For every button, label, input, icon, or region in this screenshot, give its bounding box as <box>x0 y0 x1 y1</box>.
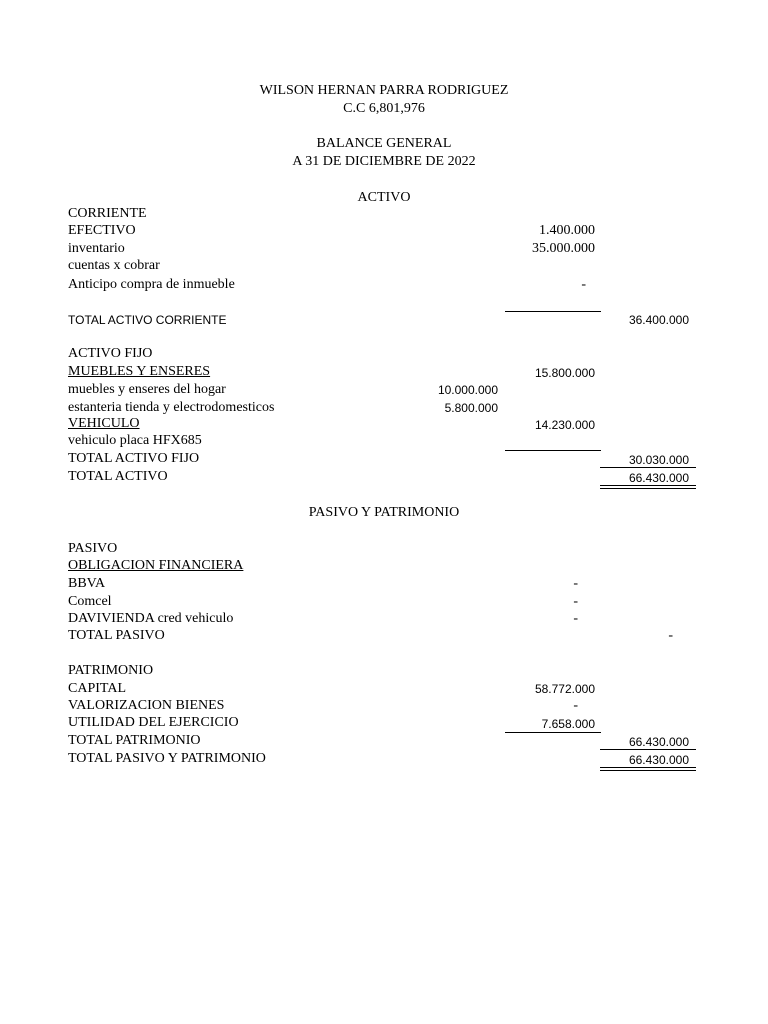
double-rule <box>600 767 696 768</box>
row-value-efectivo: 1.400.000 <box>539 223 595 238</box>
total-activo-fijo-value: 30.030.000 <box>628 453 689 467</box>
row-label-estanteria: estanteria tienda y electrodomesticos <box>68 400 275 415</box>
row-value-capital: 58.772.000 <box>534 682 595 696</box>
row-label-inventario: inventario <box>68 241 125 256</box>
row-value-bbva: - <box>573 576 578 591</box>
corriente-label: CORRIENTE <box>68 206 147 221</box>
vehiculo-value: 14.230.000 <box>534 418 595 432</box>
patrimonio-label: PATRIMONIO <box>68 663 154 678</box>
row-label-vehiculo-placa: vehiculo placa HFX685 <box>68 433 202 448</box>
row-value-inventario: 35.000.000 <box>532 241 595 256</box>
total-pasivo-value: - <box>668 628 673 643</box>
owner-name: WILSON HERNAN PARRA RODRIGUEZ <box>259 83 509 98</box>
row-label-cuentas-x-cobrar: cuentas x cobrar <box>68 258 160 273</box>
row-label-valorizacion: VALORIZACION BIENES <box>68 698 225 713</box>
vehiculo-label: VEHICULO <box>68 416 140 431</box>
row-value-muebles-hogar: 10.000.000 <box>437 383 498 397</box>
owner-id: C.C 6,801,976 <box>343 101 425 116</box>
row-label-davivienda: DAVIVIENDA cred vehiculo <box>68 611 234 626</box>
double-rule <box>600 488 696 489</box>
double-rule <box>600 770 696 771</box>
activo-fijo-label: ACTIVO FIJO <box>68 346 153 361</box>
row-label-bbva: BBVA <box>68 576 106 591</box>
row-value-anticipo: - <box>581 277 586 292</box>
row-label-comcel: Comcel <box>68 594 112 609</box>
row-value-comcel: - <box>573 594 578 609</box>
total-activo-corriente-label: TOTAL ACTIVO CORRIENTE <box>68 313 227 327</box>
subtotal-rule <box>505 311 601 312</box>
row-label-efectivo: EFECTIVO <box>68 223 136 238</box>
pasivo-label: PASIVO <box>68 541 118 556</box>
row-label-capital: CAPITAL <box>68 681 126 696</box>
row-value-valorizacion: - <box>573 698 578 713</box>
obligacion-financiera-label: OBLIGACION FINANCIERA <box>68 558 244 573</box>
statement-date: A 31 DE DICIEMBRE DE 2022 <box>292 154 476 169</box>
total-activo-value: 66.430.000 <box>628 471 689 485</box>
muebles-enseres-value: 15.800.000 <box>534 366 595 380</box>
total-patrimonio-value: 66.430.000 <box>628 735 689 749</box>
pasivo-patrimonio-heading: PASIVO Y PATRIMONIO <box>308 505 460 520</box>
row-label-utilidad: UTILIDAD DEL EJERCICIO <box>68 715 239 730</box>
total-activo-fijo-label: TOTAL ACTIVO FIJO <box>68 451 200 466</box>
muebles-enseres-label: MUEBLES Y ENSERES <box>68 364 211 379</box>
statement-title: BALANCE GENERAL <box>316 136 452 151</box>
row-label-muebles-hogar: muebles y enseres del hogar <box>68 382 226 397</box>
total-pasivo-label: TOTAL PASIVO <box>68 628 165 643</box>
row-value-davivienda: - <box>573 611 578 626</box>
subtotal-rule <box>505 732 601 733</box>
total-pasivo-patrimonio-value: 66.430.000 <box>628 753 689 767</box>
row-value-estanteria: 5.800.000 <box>444 401 498 415</box>
double-rule <box>600 485 696 486</box>
total-pasivo-patrimonio-label: TOTAL PASIVO Y PATRIMONIO <box>68 751 266 766</box>
subtotal-rule <box>505 450 601 451</box>
row-value-utilidad: 7.658.000 <box>541 717 595 731</box>
total-patrimonio-label: TOTAL PATRIMONIO <box>68 733 201 748</box>
row-label-anticipo: Anticipo compra de inmueble <box>68 277 235 292</box>
total-activo-corriente-value: 36.400.000 <box>628 313 689 327</box>
total-activo-label: TOTAL ACTIVO <box>68 469 168 484</box>
activo-heading: ACTIVO <box>357 190 411 205</box>
